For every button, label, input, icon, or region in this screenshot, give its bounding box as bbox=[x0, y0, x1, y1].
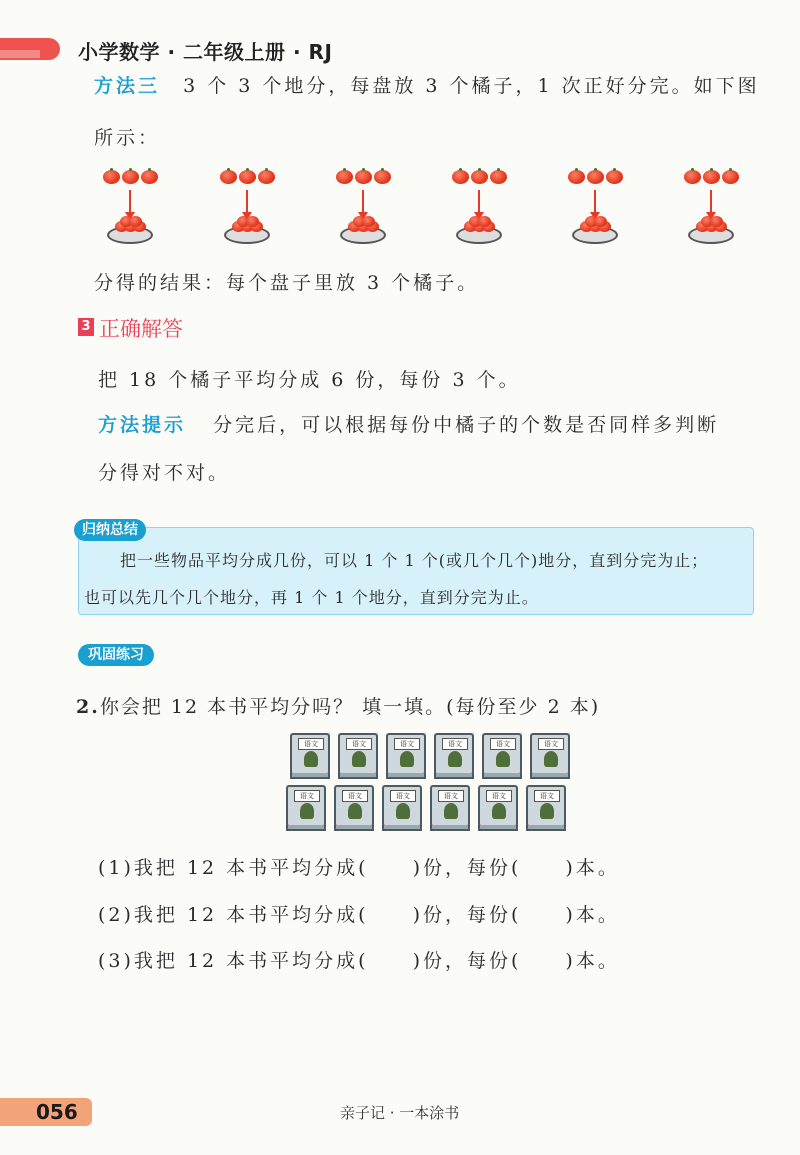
section-title: 正确解答 bbox=[99, 317, 183, 341]
orange-icon bbox=[103, 170, 120, 184]
book-icon bbox=[334, 785, 374, 827]
orange-icon bbox=[336, 170, 353, 184]
plate-oranges bbox=[348, 216, 378, 232]
orange-icon bbox=[141, 170, 158, 184]
book-spine bbox=[338, 773, 378, 779]
book-icon bbox=[286, 785, 326, 827]
arrow-down-icon bbox=[594, 190, 596, 214]
orange-icon bbox=[129, 216, 142, 227]
arrow-down-icon bbox=[246, 190, 248, 214]
orange-group bbox=[220, 170, 275, 184]
book-label: 语文 bbox=[346, 738, 372, 750]
orange-group bbox=[684, 170, 739, 184]
book-cover-art bbox=[348, 803, 362, 819]
orange-icon bbox=[606, 170, 623, 184]
orange-group bbox=[336, 170, 391, 184]
orange-icon bbox=[722, 170, 739, 184]
orange-group bbox=[103, 170, 158, 184]
book-spine bbox=[530, 773, 570, 779]
method3-line2: 所示： bbox=[94, 127, 161, 149]
book-label: 语文 bbox=[390, 790, 416, 802]
book-icon bbox=[338, 733, 378, 775]
book-label: 语文 bbox=[298, 738, 324, 750]
orange-icon bbox=[587, 170, 604, 184]
fill-item-2: (2)我把 12 本书平均分成( )份，每份( )本。 bbox=[98, 904, 620, 926]
book-icon bbox=[434, 733, 474, 775]
arrow-down-icon bbox=[362, 190, 364, 214]
book-spine bbox=[286, 825, 326, 831]
book-icon bbox=[526, 785, 566, 827]
book-spine bbox=[290, 773, 330, 779]
header-title: 小学数学 · 二年级上册 · RJ bbox=[78, 40, 333, 64]
orange-icon bbox=[710, 216, 723, 227]
method3-result: 分得的结果：每个盘子里放 3 个橘子。 bbox=[94, 272, 480, 294]
book-icon bbox=[382, 785, 422, 827]
book-spine bbox=[386, 773, 426, 779]
method3-label: 方法三 bbox=[94, 75, 161, 97]
summary-line1: 把一些物品平均分成几份，可以 1 个 1 个(或几个几个)地分，直到分完为止； bbox=[120, 551, 709, 570]
book-spine bbox=[430, 825, 470, 831]
book-spine bbox=[334, 825, 374, 831]
book-cover-art bbox=[448, 751, 462, 767]
orange-icon bbox=[568, 170, 585, 184]
orange-group bbox=[452, 170, 507, 184]
method-tip-line2: 分得对不对。 bbox=[98, 462, 231, 484]
orange-icon bbox=[374, 170, 391, 184]
book-label: 语文 bbox=[442, 738, 468, 750]
orange-icon bbox=[452, 170, 469, 184]
orange-icon bbox=[471, 170, 488, 184]
page-number: 056 bbox=[36, 1100, 78, 1124]
arrow-down-icon bbox=[129, 190, 131, 214]
book-cover-art bbox=[544, 751, 558, 767]
book-spine bbox=[482, 773, 522, 779]
method-tip-label: 方法提示 bbox=[98, 414, 187, 436]
book-label: 语文 bbox=[490, 738, 516, 750]
header-decoration-stripe bbox=[0, 50, 40, 58]
book-icon bbox=[482, 733, 522, 775]
orange-icon bbox=[220, 170, 237, 184]
book-cover-art bbox=[352, 751, 366, 767]
plate-oranges bbox=[580, 216, 610, 232]
arrow-down-icon bbox=[710, 190, 712, 214]
fill-item-3: (3)我把 12 本书平均分成( )份，每份( )本。 bbox=[98, 950, 620, 972]
summary-tag: 归纳总结 bbox=[74, 519, 146, 541]
book-cover-art bbox=[396, 803, 410, 819]
orange-group bbox=[568, 170, 623, 184]
correct-answer: 把 18 个橘子平均分成 6 份，每份 3 个。 bbox=[98, 369, 521, 391]
book-icon bbox=[478, 785, 518, 827]
fill-item-1: (1)我把 12 本书平均分成( )份，每份( )本。 bbox=[98, 857, 620, 879]
practice-tag: 巩固练习 bbox=[78, 644, 154, 666]
book-label: 语文 bbox=[294, 790, 320, 802]
book-cover-art bbox=[400, 751, 414, 767]
book-icon bbox=[430, 785, 470, 827]
book-cover-art bbox=[540, 803, 554, 819]
book-label: 语文 bbox=[342, 790, 368, 802]
orange-icon bbox=[355, 170, 372, 184]
arrow-down-icon bbox=[478, 190, 480, 214]
orange-icon bbox=[490, 170, 507, 184]
orange-icon bbox=[239, 170, 256, 184]
book-spine bbox=[434, 773, 474, 779]
question-number: 2. bbox=[76, 696, 100, 718]
book-cover-art bbox=[300, 803, 314, 819]
question-text: 你会把 12 本书平均分吗？ 填一填。(每份至少 2 本) bbox=[99, 696, 601, 718]
section-number: 3 bbox=[78, 318, 94, 336]
book-label: 语文 bbox=[438, 790, 464, 802]
orange-icon bbox=[362, 216, 375, 227]
footer-brand: 亲子记 · 一本涂书 bbox=[340, 1104, 460, 1122]
book-label: 语文 bbox=[394, 738, 420, 750]
book-spine bbox=[526, 825, 566, 831]
orange-icon bbox=[594, 216, 607, 227]
book-label: 语文 bbox=[534, 790, 560, 802]
book-label: 语文 bbox=[538, 738, 564, 750]
summary-line2: 也可以先几个几个地分，再 1 个 1 个地分，直到分完为止。 bbox=[84, 588, 539, 607]
plate-oranges bbox=[115, 216, 145, 232]
book-spine bbox=[382, 825, 422, 831]
book-icon bbox=[290, 733, 330, 775]
book-cover-art bbox=[496, 751, 510, 767]
book-cover-art bbox=[304, 751, 318, 767]
method3-line1 bbox=[94, 71, 760, 98]
question-2 bbox=[76, 692, 600, 719]
orange-icon bbox=[478, 216, 491, 227]
plate-oranges bbox=[464, 216, 494, 232]
book-icon bbox=[530, 733, 570, 775]
book-label: 语文 bbox=[486, 790, 512, 802]
plate-oranges bbox=[696, 216, 726, 232]
method-tip-text: 分完后，可以根据每份中橘子的个数是否同样多判断 bbox=[213, 414, 720, 436]
orange-icon bbox=[246, 216, 259, 227]
orange-icon bbox=[258, 170, 275, 184]
orange-icon bbox=[684, 170, 701, 184]
book-icon bbox=[386, 733, 426, 775]
plate-oranges bbox=[232, 216, 262, 232]
orange-icon bbox=[703, 170, 720, 184]
orange-icon bbox=[122, 170, 139, 184]
book-cover-art bbox=[492, 803, 506, 819]
method-tip-line1 bbox=[98, 410, 719, 437]
book-spine bbox=[478, 825, 518, 831]
book-cover-art bbox=[444, 803, 458, 819]
method3-text: 3 个 3 个地分，每盘放 3 个橘子，1 次正好分完。如下图 bbox=[183, 75, 760, 97]
